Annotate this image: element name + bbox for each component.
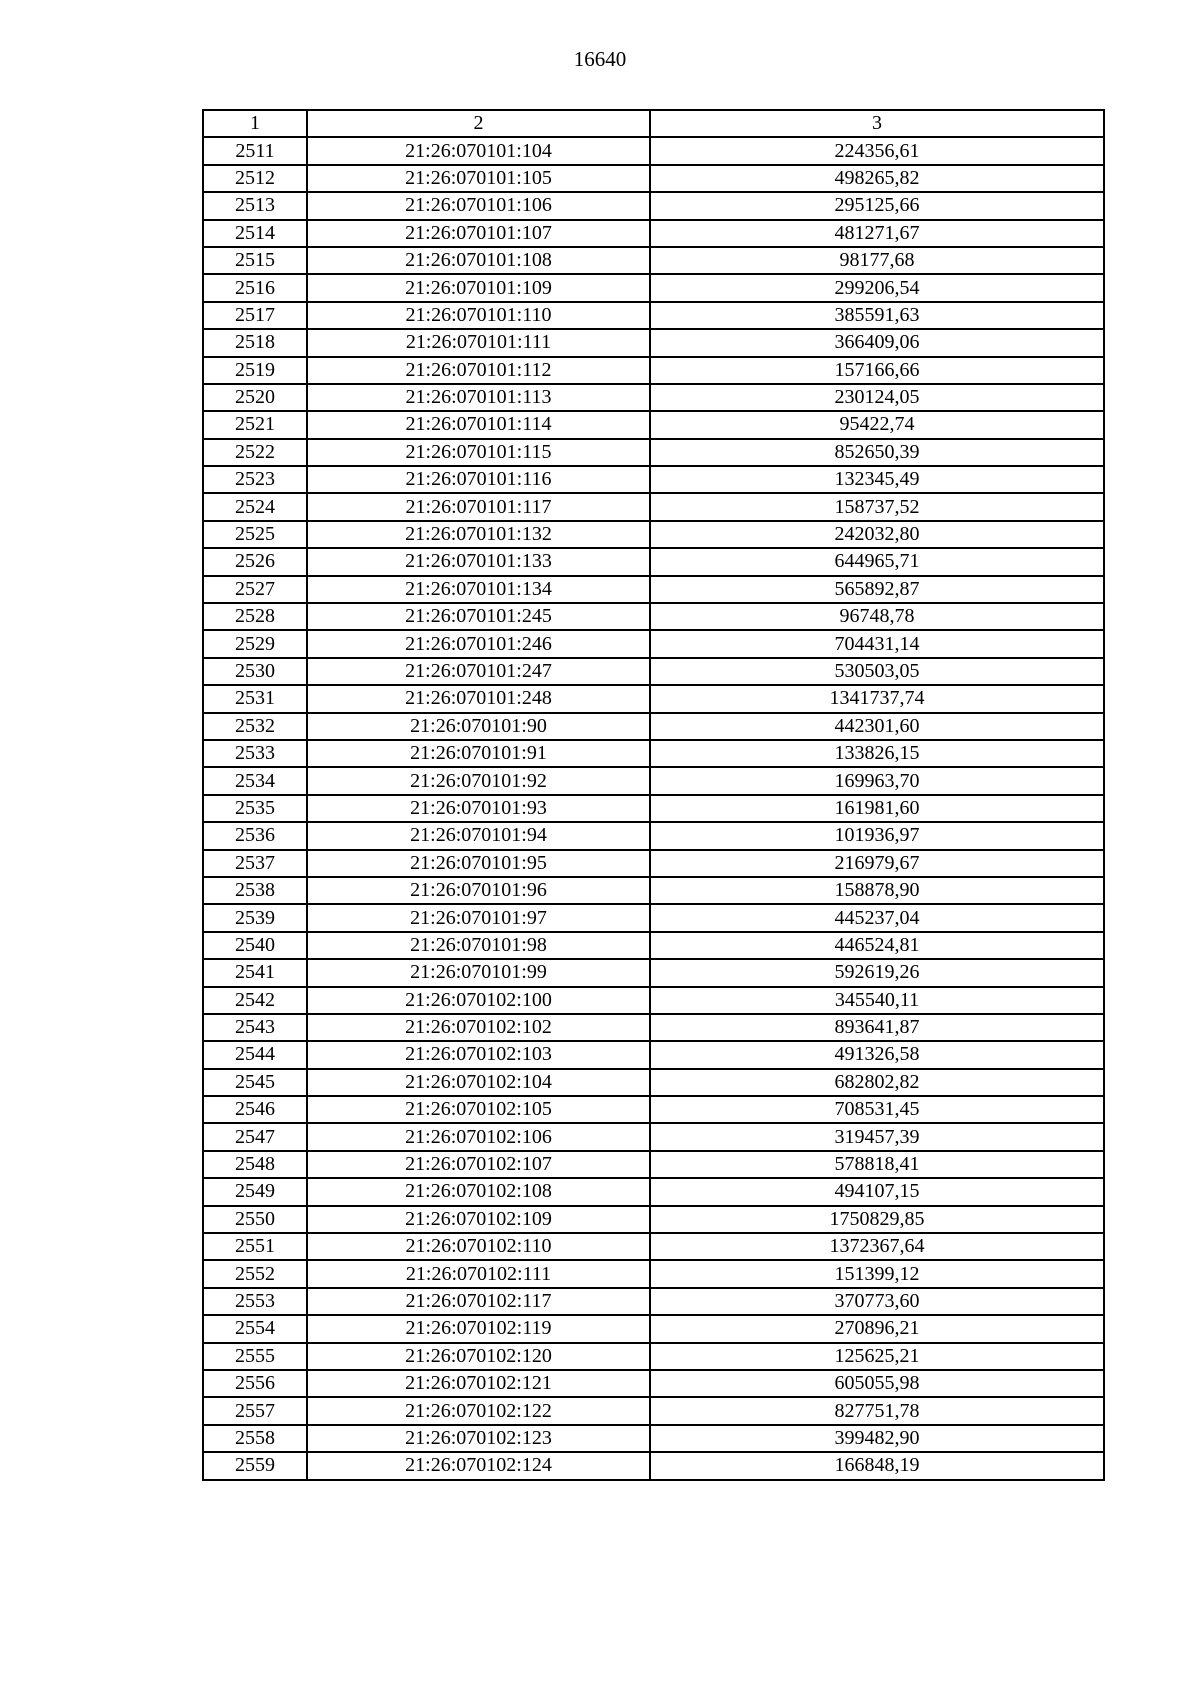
cadastral-number-cell: 21:26:070101:114 [307, 411, 650, 438]
table-row [203, 1397, 1104, 1424]
cadastral-number-cell: 21:26:070101:91 [307, 740, 650, 767]
row-number-cell: 2534 [203, 767, 307, 794]
table-row [203, 165, 1104, 192]
table-row [203, 1014, 1104, 1041]
cadastral-value-cell: 893641,87 [650, 1014, 1104, 1041]
row-number-cell: 2515 [203, 247, 307, 274]
cadastral-value-cell: 345540,11 [650, 987, 1104, 1014]
cadastral-number-cell: 21:26:070102:110 [307, 1233, 650, 1260]
table-row [203, 1151, 1104, 1178]
cadastral-value-cell: 446524,81 [650, 932, 1104, 959]
row-number-cell: 2520 [203, 384, 307, 411]
row-number-cell: 2553 [203, 1288, 307, 1315]
row-number-cell: 2558 [203, 1425, 307, 1452]
row-number-cell: 2528 [203, 603, 307, 630]
table-row [203, 603, 1104, 630]
cadastral-value-cell: 481271,67 [650, 220, 1104, 247]
cadastral-value-cell: 1372367,64 [650, 1233, 1104, 1260]
table-row [203, 1069, 1104, 1096]
cadastral-number-cell: 21:26:070102:100 [307, 987, 650, 1014]
cadastral-value-cell: 230124,05 [650, 384, 1104, 411]
table-row [203, 685, 1104, 712]
cadastral-value-cell: 644965,71 [650, 548, 1104, 575]
cadastral-value-cell: 530503,05 [650, 658, 1104, 685]
cadastral-value-cell: 1750829,85 [650, 1206, 1104, 1233]
row-number-cell: 2523 [203, 466, 307, 493]
cadastral-number-cell: 21:26:070101:109 [307, 274, 650, 301]
cadastral-value-cell: 157166,66 [650, 357, 1104, 384]
table-row [203, 1233, 1104, 1260]
cadastral-value-cell: 158737,52 [650, 493, 1104, 520]
cadastral-value-cell: 565892,87 [650, 576, 1104, 603]
cadastral-number-cell: 21:26:070102:102 [307, 1014, 650, 1041]
table-row [203, 439, 1104, 466]
cadastral-number-cell: 21:26:070101:116 [307, 466, 650, 493]
row-number-cell: 2539 [203, 904, 307, 931]
table-row [203, 1041, 1104, 1068]
row-number-cell: 2536 [203, 822, 307, 849]
row-number-cell: 2559 [203, 1452, 307, 1479]
table-row [203, 192, 1104, 219]
cadastral-number-cell: 21:26:070102:108 [307, 1178, 650, 1205]
cadastral-value-cell: 166848,19 [650, 1452, 1104, 1479]
row-number-cell: 2517 [203, 302, 307, 329]
table-row [203, 302, 1104, 329]
cadastral-value-cell: 704431,14 [650, 630, 1104, 657]
cadastral-value-cell: 161981,60 [650, 795, 1104, 822]
cadastral-number-cell: 21:26:070101:248 [307, 685, 650, 712]
cadastral-number-cell: 21:26:070101:104 [307, 137, 650, 164]
cadastral-number-cell: 21:26:070101:107 [307, 220, 650, 247]
table-row [203, 1452, 1104, 1479]
cadastral-number-cell: 21:26:070101:247 [307, 658, 650, 685]
table-row [203, 548, 1104, 575]
row-number-cell: 2527 [203, 576, 307, 603]
row-number-cell: 2530 [203, 658, 307, 685]
cadastral-value-cell: 852650,39 [650, 439, 1104, 466]
column-header-3: 3 [650, 110, 1104, 137]
cadastral-value-cell: 491326,58 [650, 1041, 1104, 1068]
row-number-cell: 2549 [203, 1178, 307, 1205]
cadastral-value-cell: 158878,90 [650, 877, 1104, 904]
table-row [203, 959, 1104, 986]
row-number-cell: 2551 [203, 1233, 307, 1260]
row-number-cell: 2538 [203, 877, 307, 904]
table-row [203, 904, 1104, 931]
row-number-cell: 2542 [203, 987, 307, 1014]
cadastral-value-cell: 592619,26 [650, 959, 1104, 986]
cadastral-value-cell: 366409,06 [650, 329, 1104, 356]
cadastral-number-cell: 21:26:070101:133 [307, 548, 650, 575]
cadastral-value-cell: 1341737,74 [650, 685, 1104, 712]
cadastral-value-cell: 498265,82 [650, 165, 1104, 192]
cadastral-number-cell: 21:26:070102:111 [307, 1260, 650, 1287]
row-number-cell: 2514 [203, 220, 307, 247]
table-row [203, 795, 1104, 822]
cadastral-number-cell: 21:26:070102:104 [307, 1069, 650, 1096]
cadastral-value-cell: 133826,15 [650, 740, 1104, 767]
row-number-cell: 2540 [203, 932, 307, 959]
row-number-cell: 2516 [203, 274, 307, 301]
column-header-2: 2 [307, 110, 650, 137]
cadastral-value-cell: 295125,66 [650, 192, 1104, 219]
table-row [203, 357, 1104, 384]
cadastral-number-cell: 21:26:070101:111 [307, 329, 650, 356]
cadastral-value-cell: 605055,98 [650, 1370, 1104, 1397]
row-number-cell: 2513 [203, 192, 307, 219]
cadastral-value-cell: 494107,15 [650, 1178, 1104, 1205]
cadastral-value-cell: 299206,54 [650, 274, 1104, 301]
cadastral-value-table [202, 109, 1105, 1481]
cadastral-number-cell: 21:26:070101:132 [307, 521, 650, 548]
table-row [203, 1096, 1104, 1123]
table-body [203, 137, 1104, 1479]
cadastral-value-cell: 370773,60 [650, 1288, 1104, 1315]
row-number-cell: 2522 [203, 439, 307, 466]
row-number-cell: 2546 [203, 1096, 307, 1123]
row-number-cell: 2533 [203, 740, 307, 767]
cadastral-number-cell: 21:26:070101:92 [307, 767, 650, 794]
row-number-cell: 2547 [203, 1123, 307, 1150]
cadastral-value-cell: 169963,70 [650, 767, 1104, 794]
cadastral-value-cell: 682802,82 [650, 1069, 1104, 1096]
table-row [203, 822, 1104, 849]
table-row [203, 1288, 1104, 1315]
row-number-cell: 2521 [203, 411, 307, 438]
cadastral-number-cell: 21:26:070101:117 [307, 493, 650, 520]
cadastral-value-cell: 445237,04 [650, 904, 1104, 931]
row-number-cell: 2529 [203, 630, 307, 657]
table-row [203, 767, 1104, 794]
cadastral-number-cell: 21:26:070102:119 [307, 1315, 650, 1342]
table-row [203, 850, 1104, 877]
table-row [203, 1343, 1104, 1370]
cadastral-number-cell: 21:26:070101:94 [307, 822, 650, 849]
table-row [203, 877, 1104, 904]
row-number-cell: 2548 [203, 1151, 307, 1178]
cadastral-value-cell: 827751,78 [650, 1397, 1104, 1424]
cadastral-number-cell: 21:26:070101:99 [307, 959, 650, 986]
row-number-cell: 2524 [203, 493, 307, 520]
row-number-cell: 2557 [203, 1397, 307, 1424]
cadastral-number-cell: 21:26:070101:134 [307, 576, 650, 603]
table-row [203, 411, 1104, 438]
cadastral-number-cell: 21:26:070101:95 [307, 850, 650, 877]
cadastral-value-cell: 319457,39 [650, 1123, 1104, 1150]
row-number-cell: 2532 [203, 713, 307, 740]
cadastral-number-cell: 21:26:070101:90 [307, 713, 650, 740]
table-row [203, 1370, 1104, 1397]
cadastral-value-cell: 708531,45 [650, 1096, 1104, 1123]
cadastral-value-cell: 95422,74 [650, 411, 1104, 438]
cadastral-number-cell: 21:26:070102:105 [307, 1096, 650, 1123]
table-row [203, 137, 1104, 164]
cadastral-value-cell: 242032,80 [650, 521, 1104, 548]
cadastral-number-cell: 21:26:070102:107 [307, 1151, 650, 1178]
table-row [203, 1178, 1104, 1205]
cadastral-number-cell: 21:26:070101:245 [307, 603, 650, 630]
table-row [203, 658, 1104, 685]
table-row [203, 466, 1104, 493]
table-row [203, 521, 1104, 548]
cadastral-value-cell: 578818,41 [650, 1151, 1104, 1178]
table-row [203, 1315, 1104, 1342]
cadastral-value-cell: 151399,12 [650, 1260, 1104, 1287]
page-number: 16640 [573, 47, 627, 71]
cadastral-value-cell: 98177,68 [650, 247, 1104, 274]
cadastral-number-cell: 21:26:070102:117 [307, 1288, 650, 1315]
cadastral-value-cell: 399482,90 [650, 1425, 1104, 1452]
row-number-cell: 2535 [203, 795, 307, 822]
row-number-cell: 2525 [203, 521, 307, 548]
table-row [203, 1260, 1104, 1287]
column-header-1: 1 [203, 110, 307, 137]
cadastral-number-cell: 21:26:070102:109 [307, 1206, 650, 1233]
table-row [203, 329, 1104, 356]
table-row [203, 987, 1104, 1014]
table-row [203, 247, 1104, 274]
cadastral-number-cell: 21:26:070102:123 [307, 1425, 650, 1452]
cadastral-value-cell: 125625,21 [650, 1343, 1104, 1370]
table-row [203, 740, 1104, 767]
cadastral-number-cell: 21:26:070101:108 [307, 247, 650, 274]
cadastral-value-cell: 101936,97 [650, 822, 1104, 849]
row-number-cell: 2526 [203, 548, 307, 575]
row-number-cell: 2555 [203, 1343, 307, 1370]
cadastral-number-cell: 21:26:070102:122 [307, 1397, 650, 1424]
row-number-cell: 2543 [203, 1014, 307, 1041]
row-number-cell: 2556 [203, 1370, 307, 1397]
cadastral-number-cell: 21:26:070101:96 [307, 877, 650, 904]
row-number-cell: 2550 [203, 1206, 307, 1233]
table-row [203, 1206, 1104, 1233]
cadastral-value-cell: 96748,78 [650, 603, 1104, 630]
cadastral-number-cell: 21:26:070101:110 [307, 302, 650, 329]
table-header-row [203, 110, 1104, 137]
table-row [203, 274, 1104, 301]
table-row [203, 384, 1104, 411]
cadastral-number-cell: 21:26:070102:121 [307, 1370, 650, 1397]
row-number-cell: 2545 [203, 1069, 307, 1096]
table-row [203, 220, 1104, 247]
cadastral-value-cell: 216979,67 [650, 850, 1104, 877]
cadastral-number-cell: 21:26:070101:113 [307, 384, 650, 411]
row-number-cell: 2537 [203, 850, 307, 877]
table-row [203, 932, 1104, 959]
row-number-cell: 2511 [203, 137, 307, 164]
row-number-cell: 2552 [203, 1260, 307, 1287]
table-row [203, 493, 1104, 520]
cadastral-number-cell: 21:26:070102:124 [307, 1452, 650, 1479]
row-number-cell: 2554 [203, 1315, 307, 1342]
cadastral-number-cell: 21:26:070102:103 [307, 1041, 650, 1068]
table-row [203, 1123, 1104, 1150]
cadastral-value-cell: 385591,63 [650, 302, 1104, 329]
table-row [203, 713, 1104, 740]
cadastral-number-cell: 21:26:070101:106 [307, 192, 650, 219]
row-number-cell: 2518 [203, 329, 307, 356]
row-number-cell: 2519 [203, 357, 307, 384]
cadastral-value-cell: 442301,60 [650, 713, 1104, 740]
cadastral-number-cell: 21:26:070101:97 [307, 904, 650, 931]
cadastral-number-cell: 21:26:070101:115 [307, 439, 650, 466]
cadastral-number-cell: 21:26:070101:105 [307, 165, 650, 192]
row-number-cell: 2541 [203, 959, 307, 986]
cadastral-value-cell: 224356,61 [650, 137, 1104, 164]
cadastral-number-cell: 21:26:070101:112 [307, 357, 650, 384]
row-number-cell: 2531 [203, 685, 307, 712]
row-number-cell: 2512 [203, 165, 307, 192]
cadastral-number-cell: 21:26:070102:106 [307, 1123, 650, 1150]
row-number-cell: 2544 [203, 1041, 307, 1068]
table-row [203, 1425, 1104, 1452]
table-row [203, 630, 1104, 657]
table-row [203, 576, 1104, 603]
cadastral-value-cell: 270896,21 [650, 1315, 1104, 1342]
cadastral-value-cell: 132345,49 [650, 466, 1104, 493]
cadastral-number-cell: 21:26:070101:246 [307, 630, 650, 657]
cadastral-number-cell: 21:26:070102:120 [307, 1343, 650, 1370]
cadastral-number-cell: 21:26:070101:98 [307, 932, 650, 959]
cadastral-number-cell: 21:26:070101:93 [307, 795, 650, 822]
